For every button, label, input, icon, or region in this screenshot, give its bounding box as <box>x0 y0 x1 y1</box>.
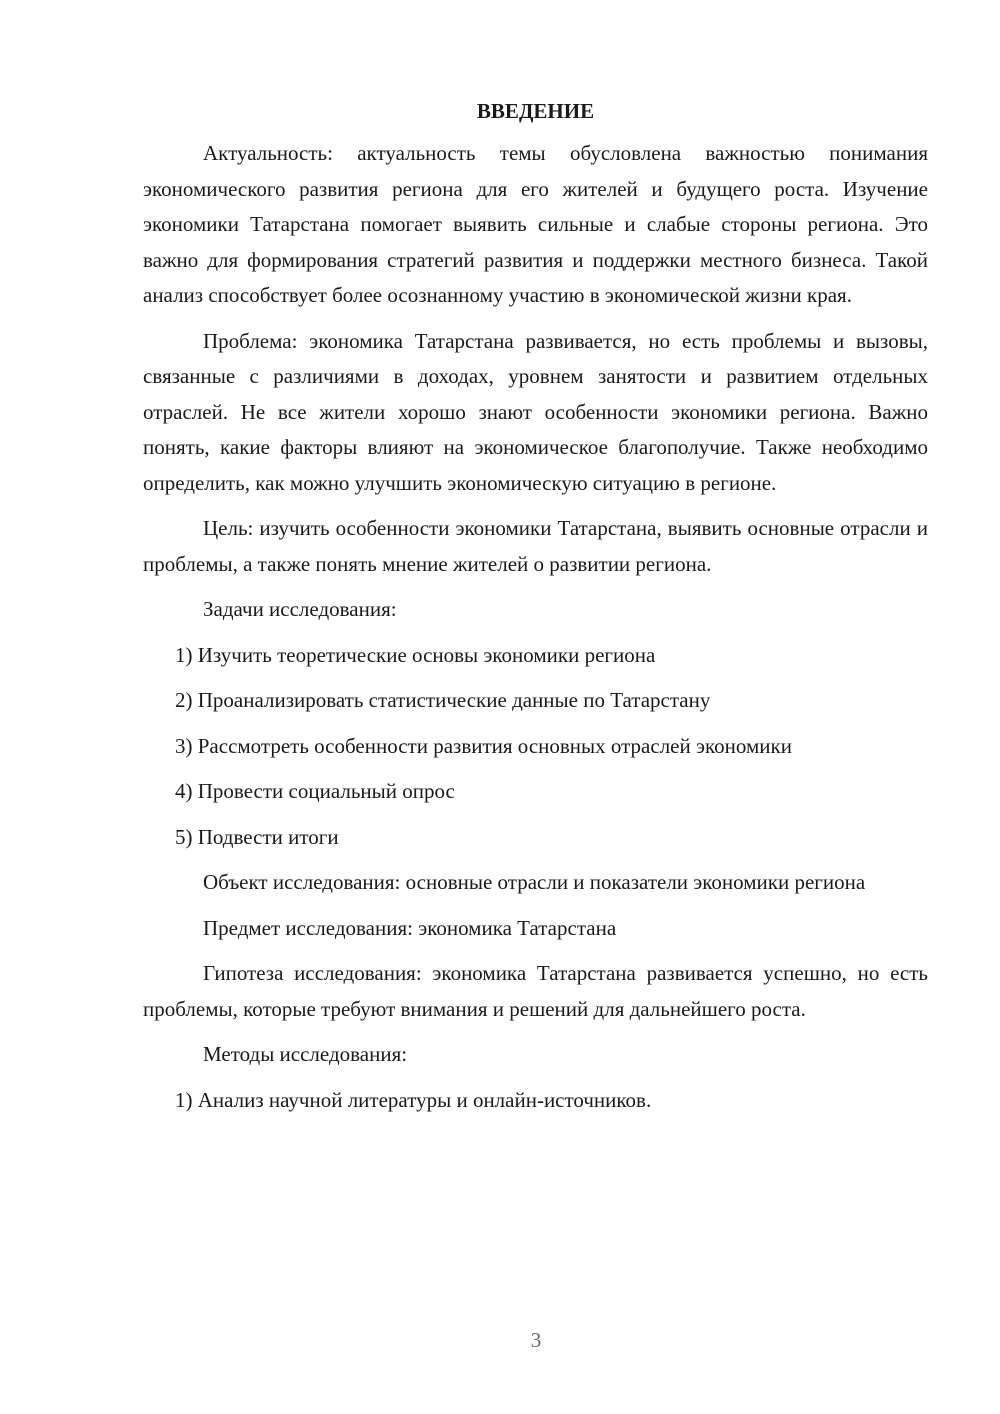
object-paragraph: Объект исследования: основные отрасли и показатели экономики региона <box>203 870 866 894</box>
tasks-list <box>143 638 928 856</box>
page-number: 3 <box>530 1328 542 1352</box>
problem-paragraph: Проблема: экономика Татарстана развивается, но есть проблемы и вызовы, связанные с различиями в доходах, уровнем занятости и развитием отдельных отраслей. Не все жители хорошо знают особенности экономики региона. Важно понять, какие факторы влияют на экономическое благополучие. Также необходимо определить, как можно улучшить экономическую ситуацию в регионе. <box>143 328 928 495</box>
subject-paragraph: Предмет исследования: экономика Татарстана <box>203 915 617 940</box>
hypothesis-paragraph: Гипотеза исследования: экономика Татарстана развивается успешно, но есть проблемы, которые требуют внимания и решений для дальнейшего роста. <box>143 961 928 1021</box>
list-item: 2) Проанализировать статистические данные по Татарстану <box>175 688 711 712</box>
methods-heading: Методы исследования: <box>203 1042 408 1066</box>
document-page <box>143 96 928 1128</box>
goal-paragraph: Цель: изучить особенности экономики Татарстана, выявить основные отрасли и проблемы, а также понять мнение жителей о развитии региона. <box>143 516 928 576</box>
list-item: 1) Изучить теоретические основы экономики региона <box>175 642 656 667</box>
tasks-heading: Задачи исследования: <box>203 597 397 621</box>
list-item: 4) Провести социальный опрос <box>175 779 455 803</box>
document-title: ВВЕДЕНИЕ <box>476 99 595 123</box>
list-item: 5) Подвести итоги <box>175 824 339 849</box>
list-item: 1) Анализ научной литературы и онлайн-источников. <box>175 1087 652 1112</box>
list-item: 3) Рассмотреть особенности развития основных отраслей экономики <box>175 733 792 758</box>
relevance-paragraph: Актуальность: актуальность темы обусловлена важностью понимания экономического развития региона для его жителей и будущего роста. Изучение экономики Татарстана помогает выявить сильные и слабые стороны региона. Это важно для формирования стратегий развития и поддержки местного бизнеса. Такой анализ способствует более осознанному участию в экономической жизни края. <box>143 141 928 307</box>
methods-list <box>143 1083 928 1119</box>
